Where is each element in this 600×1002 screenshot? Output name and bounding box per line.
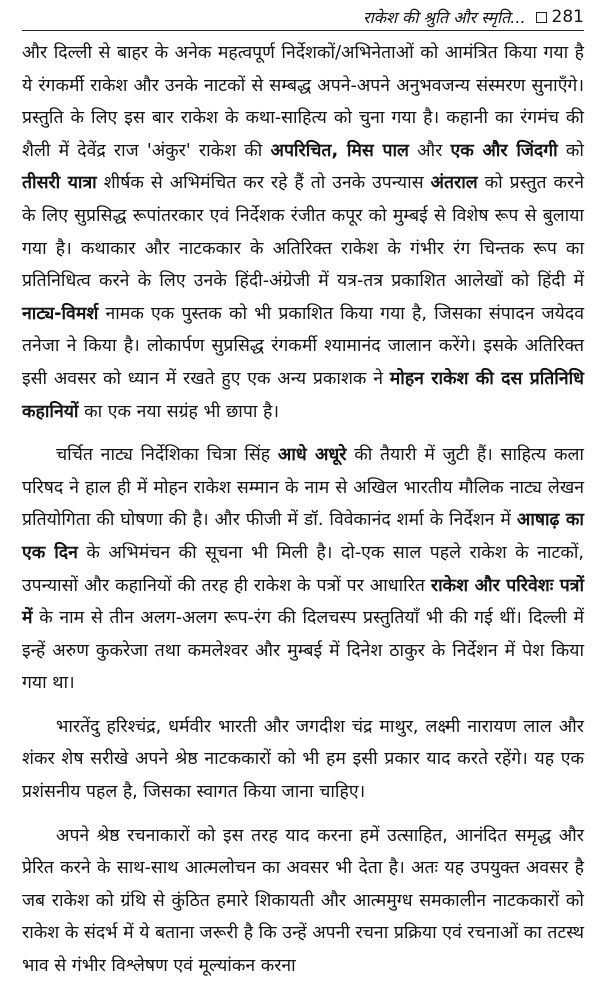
text-run: भारतेंदु हरिश्चंद्र, धर्मवीर भारती और जगदीश चंद्र माथुर, लक्ष्मी नारायण लाल और शंकर शेष सरीखे अपने श्रेष्ठ नाटककारों को भी हम इसी प्रकार याद करते रहेंगे। यह एक प्रशंसनीय पहल है, जिसका स्वागत किया जाना चाहिए। [22,716,584,803]
running-header [22,4,584,31]
bold-text: तीसरी यात्रा [22,173,97,194]
text-run: चर्चित नाट्य निर्देशिका चित्रा सिंह [56,445,278,466]
paragraph [22,37,584,428]
text-run: नामक एक पुस्तक को भी प्रकाशित किया गया है, जिसका संपादन जयेदव तनेजा ने किया है। लोकार्पण सुप्रसिद्ध रंगकर्मी श्यामानंद जालान करेंगे। इसके अतिरिक्त इसी अवसर को ध्यान में रखते हुए एक अन्य प्रकाशक ने [22,303,584,389]
bold-text: एक और जिंदगी [450,140,558,161]
text-run: शीर्षक से अभिमंचित कर रहे हैं तो उनके उपन्यास [96,173,431,194]
bold-text: अंतराल [430,173,478,194]
text-run: और दिल्ली से बाहर के अनेक महत्वपूर्ण निर्देशकों/अभिनेताओं को आमंत्रित किया गया है ये रंगकर्मी राकेश और उनके नाटकों से सम्बद्ध अपने-अपने अनुभवजन्य संस्मरण सुनाएँगे। प्रस्तुति के लिए इस बार राकेश के कथा-साहित्य को चुना गया है। कहानी का रंगमंच की शैली में देवेंद्र राज 'अंकुर' राकेश की [22,43,584,161]
square-box-icon [536,12,547,23]
bold-text: आधे अधूरे [277,445,347,466]
bold-text: मोहन राकेश की दस प्रतिनिधि कहानियों [22,368,584,422]
paragraph [22,711,584,809]
page-number: 281 [551,7,584,27]
body-text [22,37,584,983]
bold-text: नाट्य-विमर्श [22,303,99,324]
paragraph [22,439,584,700]
bold-text: आषाढ़ का एक दिन [22,510,584,563]
text-run: की तैयारी में जुटी हैं। साहित्य कला परिषद ने हाल ही में मोहन राकेश सम्मान के नाम से अखिल भारतीय मौलिक नाट्य लेखन प्रतियोगिता की घोषणा की है। और फीजी में डॉ. विवेकानंद शर्मा के निर्देशन में [22,445,584,531]
text-run: को [557,140,584,161]
text-run: को प्रस्तुत करने के लिए सुप्रसिद्ध रूपांतरकार एवं निर्देशक रंजीत कपूर को मुम्बई से विशेष रूप से बुलाया गया है। कथाकार और नाटककार के अतिरिक्त राकेश के गंभीर रंग चिन्तक रूप का प्रतिनिधित्व करने के लिए उनके हिंदी-अंग्रेजी में यत्र-तत्र प्रकाशित आलेखों को हिंदी में [22,173,584,292]
running-title: राकेश की श्रुति और स्मृति... [363,8,526,27]
bold-text: अपरिचित, मिस पाल [270,140,409,161]
text-run: और [408,140,451,161]
text-run: के अभिमंचन की सूचना भी मिली है। दो-एक साल पहले राकेश के नाटकों, उपन्यासों और कहानियों की तरह ही राकेश के पत्रों पर आधारित [22,542,584,596]
text-run: अपने श्रेष्ठ रचनाकारों को इस तरह याद करना हमें उत्साहित, आनंदित समृद्ध और प्रेरित करने के साथ-साथ आत्मलोचन का अवसर भी देता है। अतः यह उपयुक्त अवसर है जब राकेश को ग्रंथि से कुंठित हमारे शिकायती और आत्ममुग्ध समकालीन नाटककारों को राकेश के संदर्भ में ये बताना जरूरी है कि उन्हें अपनी रचना प्रक्रिया एवं रचनाओं का तटस्थ भाव से गंभीर विश्लेषण एवं मूल्यांकन करना [22,825,584,977]
paragraph [22,820,584,983]
text-run: का एक नया सग्रंह भी छापा है। [78,401,280,422]
text-run: के नाम से तीन अलग-अलग रूप-रंग की दिलचस्प प्रस्तुतियाँ भी की गई थीं। दिल्ली में इन्हें अरुण कुकरेजा तथा कमलेश्वर और मुम्बई में दिनेश ठाकुर के निर्देशन में पेश किया गया था। [22,608,584,694]
bold-text: राकेश और परिवेशः पत्रों में [22,575,585,629]
